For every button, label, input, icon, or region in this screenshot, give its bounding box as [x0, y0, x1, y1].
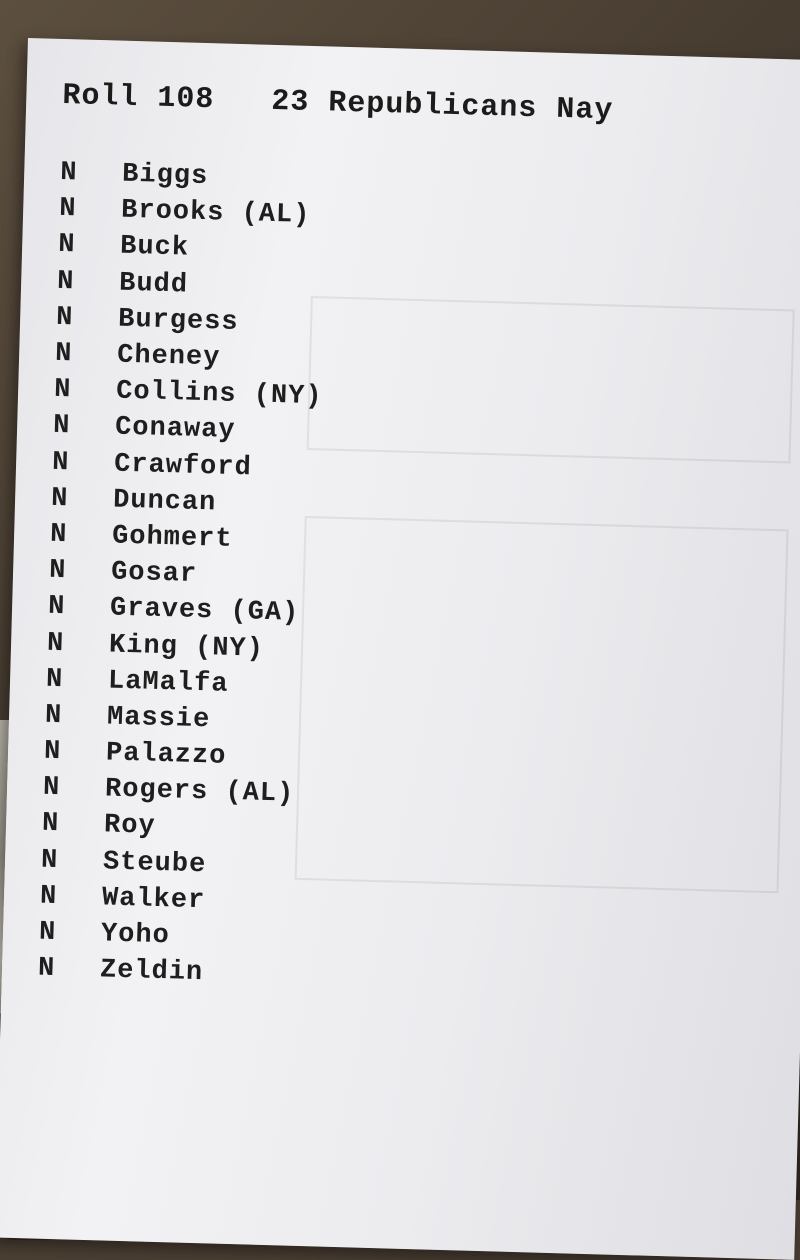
vote-mark: N: [44, 700, 62, 732]
vote-mark: N: [50, 483, 68, 515]
show-through-table: [291, 186, 800, 1040]
member-name: Roy: [103, 810, 157, 843]
member-name: Palazzo: [105, 738, 227, 772]
paper-sheet: [0, 38, 800, 1260]
vote-mark: N: [38, 917, 56, 949]
vote-mark: N: [47, 592, 65, 623]
vote-mark: N: [39, 881, 57, 912]
page-title: Roll 108 23 Republicans Nay: [61, 78, 614, 129]
member-name: Cheney: [116, 340, 221, 374]
member-name: Gosar: [110, 557, 198, 591]
vote-mark: N: [45, 664, 63, 695]
vote-mark: N: [46, 628, 64, 659]
member-name: King (NY): [108, 630, 265, 665]
vote-list: [38, 155, 330, 994]
member-name: Crawford: [113, 449, 253, 484]
member-name: Massie: [106, 702, 211, 736]
member-name: Graves (GA): [109, 593, 300, 630]
member-name: Rogers (AL): [104, 774, 295, 811]
member-name: Collins (NY): [115, 376, 323, 413]
vote-mark: N: [52, 411, 70, 442]
member-name: Brooks (AL): [120, 195, 311, 232]
vote-mark: N: [41, 809, 59, 840]
member-name: Budd: [118, 268, 189, 301]
vote-mark: N: [43, 736, 61, 768]
vote-mark: N: [49, 519, 67, 551]
member-name: Yoho: [100, 919, 171, 952]
member-name: Biggs: [121, 159, 209, 193]
vote-mark: N: [54, 338, 72, 370]
vote-mark: N: [42, 773, 60, 804]
member-name: Steube: [102, 847, 207, 880]
member-name: Buck: [119, 232, 190, 265]
member-name: Conaway: [114, 412, 236, 447]
vote-mark: N: [53, 375, 71, 406]
member-name: Walker: [101, 883, 206, 917]
member-name: Burgess: [117, 304, 239, 338]
vote-mark: N: [51, 447, 69, 478]
member-name: Duncan: [112, 485, 217, 519]
vote-mark: N: [55, 302, 73, 334]
vote-mark: N: [58, 194, 76, 225]
member-name: LaMalfa: [107, 666, 229, 700]
member-name: Zeldin: [99, 955, 204, 989]
vote-mark: N: [37, 953, 55, 985]
vote-row: [38, 951, 307, 995]
vote-mark: N: [56, 266, 74, 298]
vote-mark: N: [48, 555, 66, 587]
member-name: Gohmert: [111, 521, 233, 555]
vote-mark: N: [40, 845, 58, 876]
vote-mark: N: [59, 158, 77, 189]
vote-mark: N: [57, 230, 75, 261]
